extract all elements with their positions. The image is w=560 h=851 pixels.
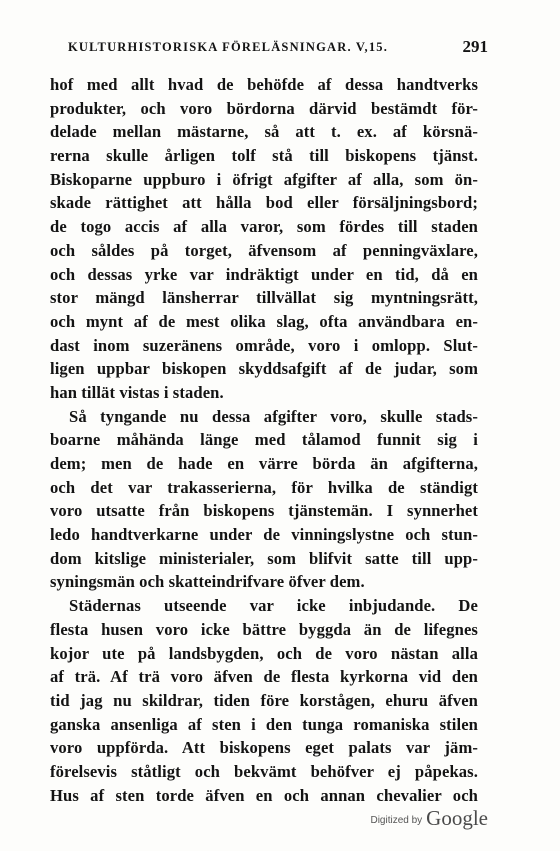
watermark-prefix: Digitized by [370,815,423,826]
text-line: de togo accis af alla varor, som fördes till staden [50,217,478,237]
text-line: och mynt af de mest olika slag, ofta användbara en- [50,311,478,331]
text-line: Städernas utseende var icke inbjudande. De [69,596,478,616]
text-line: delade mellan mästarne, så att t. ex. af körsnä- [50,122,478,142]
page-number: 291 [462,37,488,56]
running-head [68,37,488,60]
text-line: ligen uppbar biskopen skyddsafgift af de judar, som [50,359,478,379]
text-line: Hus af sten torde äfven en och annan chevalier och [50,785,478,805]
text-line: skade rättighet att hålla bod eller försäljningsbord; [50,193,478,213]
text-line: dom kitslige ministerialer, som blifvit satte till upp- [50,548,478,568]
body-text [50,73,478,807]
text-line: voro uppförda. Att biskopens eget palats var jäm- [50,738,478,758]
text-line: dast inom suzeränens område, voro i omlopp. Slut- [50,335,478,355]
text-line: voro utsatte från biskopens tjänstemän. I synnerhet [50,501,478,521]
text-line: och såldes på torget, äfvensom af penningväxlare, [50,240,478,260]
text-line: och det var trakasserierna, för hvilka de ständigt [50,477,478,497]
text-line: hof med allt hvad de behöfde af dessa handtverks [50,75,478,94]
text-line: flesta husen voro icke bättre byggda än de lifegnes [50,619,478,639]
text-line: ganska ansenliga af sten i den tunga romaniska stilen [50,714,478,734]
text-line: och dessas yrke var indräktigt under en tid, då en [50,264,478,284]
text-line: Biskoparne uppburo i öfrigt afgifter af alla, som ön- [50,169,478,189]
text-line: produkter, och voro bördorna därvid bestämdt för- [50,98,478,118]
text-line: rerna skulle årligen tolf stå till biskopens tjänst. [50,146,478,166]
text-line: kojor ute på landsbygden, och de voro nästan alla [50,643,478,663]
digitized-watermark [370,806,488,831]
text-line: ledo handtverkarne under de vinningslystne och stun- [50,525,478,545]
text-line: af trä. Af trä voro äfven de flesta kyrkorna vid den [50,667,478,687]
running-title: KULTURHISTORISKA FÖRELÄSNINGAR. V,15. [68,40,389,54]
watermark-brand: Google [426,806,488,830]
text-line: dem; men de hade en värre börda än afgifterna, [50,454,478,473]
text-line: tid jag nu skildrar, tiden före korstågen, ehuru äfven [50,690,478,710]
text-line: förelsevis ståtligt och bekvämt behöfver ej påpekas. [50,761,478,781]
text-line: syningsmän och skatteindrifvare öfver dem. [50,572,365,592]
text-line: boarne måhända länge med tålamod funnit sig i [50,430,478,450]
text-line: Så tyngande nu dessa afgifter voro, skulle stads- [69,406,478,426]
text-line: stor mängd länsherrar tillvällat sig myntningsrätt, [50,288,478,308]
text-line: han tillät vistas i staden. [50,382,224,402]
